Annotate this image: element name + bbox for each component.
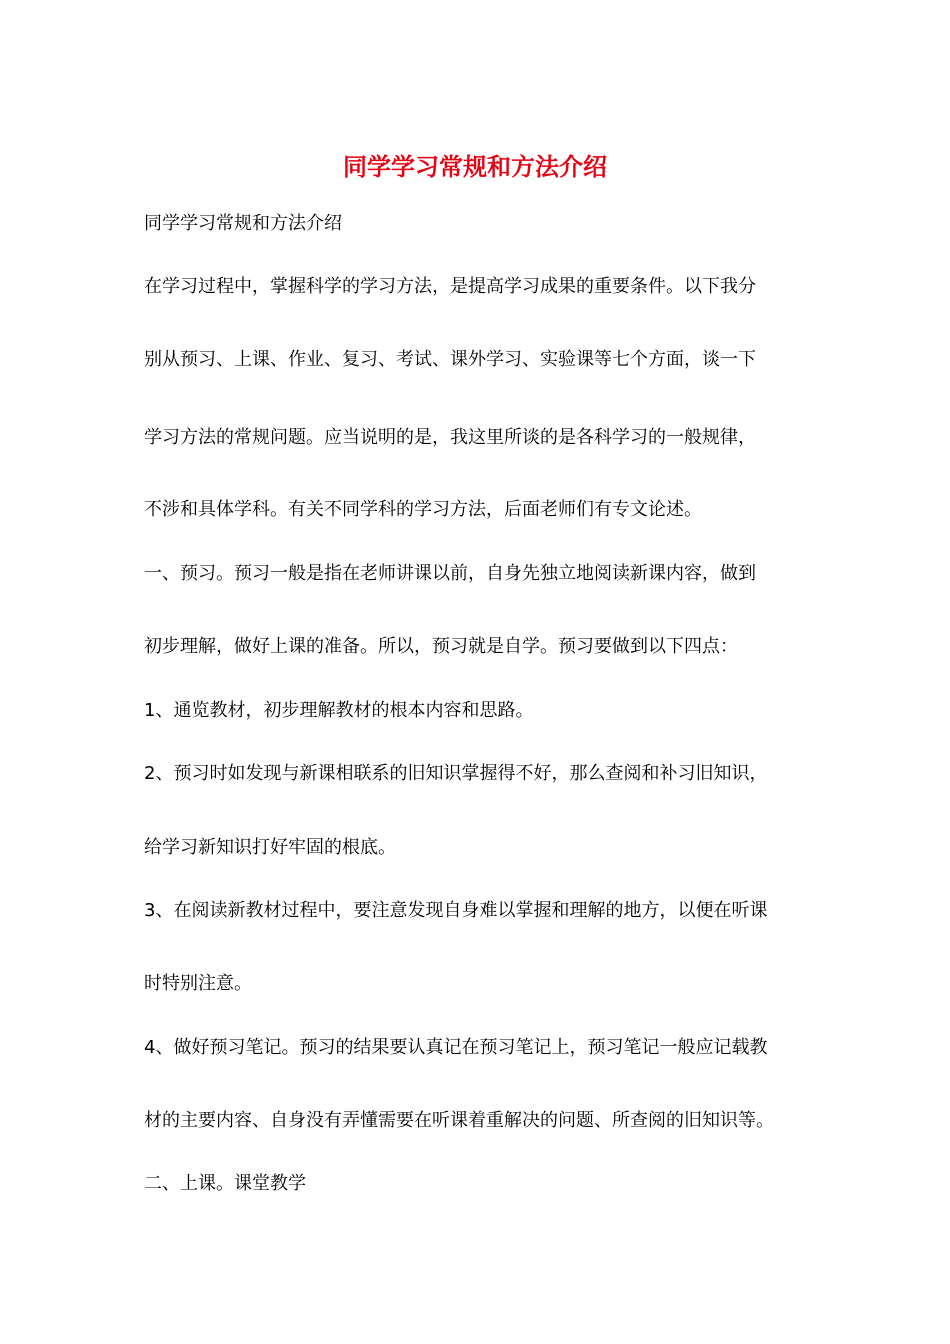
paragraph-line: 初步理解，做好上课的准备。所以，预习就是自学。预习要做到以下四点： (144, 636, 738, 657)
paragraph-line: 别从预习、上课、作业、复习、考试、课外学习、实验课等七个方面，谈一下 (144, 349, 756, 370)
subtitle-line: 同学学习常规和方法介绍 (144, 213, 342, 234)
section-heading-line: 二、上课。课堂教学 (144, 1173, 306, 1194)
document-title: 同学学习常规和方法介绍 (343, 152, 607, 181)
list-item-line: 材的主要内容、自身没有弄懂需要在听课着重解决的问题、所查阅的旧知识等。 (144, 1110, 774, 1131)
list-item-line: 2、预习时如发现与新课相联系的旧知识掌握得不好，那么查阅和补习旧知识， (144, 763, 768, 784)
paragraph-line: 在学习过程中，掌握科学的学习方法，是提高学习成果的重要条件。以下我分 (144, 276, 756, 297)
list-item-line: 时特别注意。 (144, 973, 252, 994)
paragraph-line: 不涉和具体学科。有关不同学科的学习方法，后面老师们有专文论述。 (144, 499, 702, 520)
list-item-line: 给学习新知识打好牢固的根底。 (144, 837, 396, 858)
paragraph-line: 学习方法的常规问题。应当说明的是，我这里所谈的是各科学习的一般规律， (144, 427, 756, 448)
section-heading-line: 一、预习。预习一般是指在老师讲课以前，自身先独立地阅读新课内容，做到 (144, 563, 756, 584)
list-item-line: 1、通览教材，初步理解教材的根本内容和思路。 (144, 700, 534, 721)
list-item-line: 3、在阅读新教材过程中，要注意发现自身难以掌握和理解的地方，以便在听课 (144, 900, 768, 921)
list-item-line: 4、做好预习笔记。预习的结果要认真记在预习笔记上，预习笔记一般应记载教 (144, 1037, 768, 1058)
